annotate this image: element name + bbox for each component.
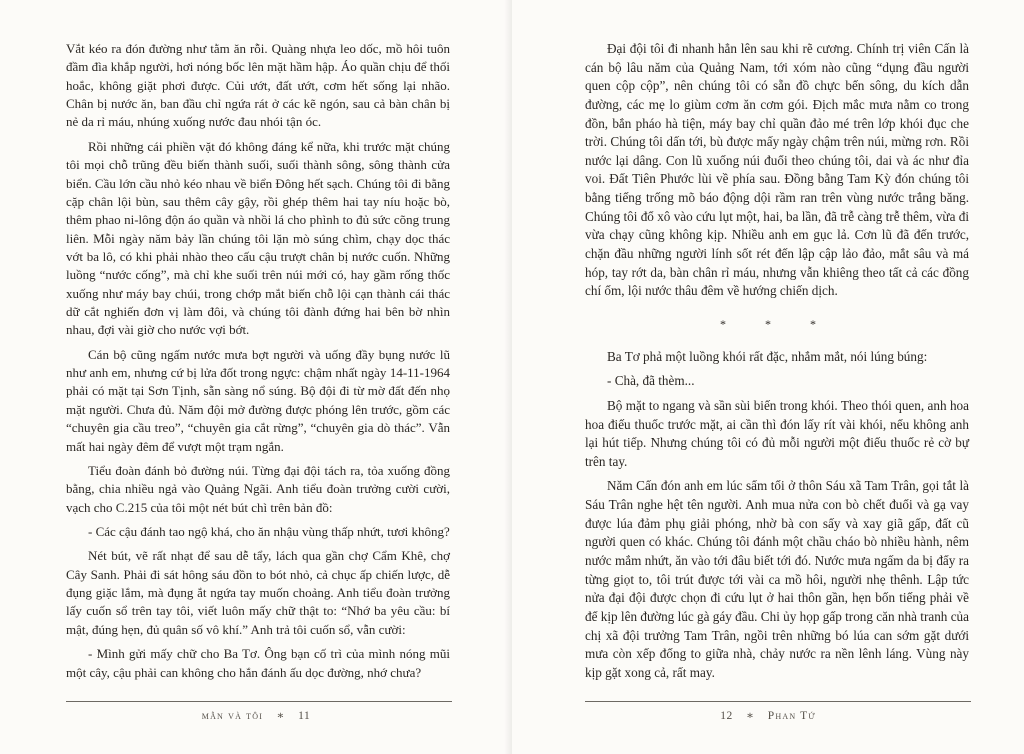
paragraph: Đại đội tôi đi nhanh hẳn lên sau khi rẽ cương. Chính trị viên Cấn là cán bộ lâu năm của Quảng Nam, tới xóm nào cũng “dụng đầu người quen cộp cộp”, nên chúng tôi có sẵn đồ chực bến sông, du kích dẫn đường, các mẹ lo giùm cơm ăn cơm gói. Địch mắc mưa nằm co trong đồn, bắn pháo hà tiện, máy bay chỉ quần đảo mé trên lớp khói đục che trời. Chúng tôi dấn tới, bù được mấy ngày chậm trên núi, mừng rơn. Rồi nước lại dâng. Con lũ xuống núi đuổi theo chúng tôi, dai và ác như đỉa voi. Đất Tiên Phước lùi về phía sau. Đồng bằng Tam Kỳ đón chúng tôi bằng tiếng trống mõ báo động dội rầm ran trên vùng nước trắng băng. Chúng tôi đổ xô vào cứu lụt một, hai, ba lần, đã trễ càng trễ thêm, vừa đi vừa chạy cũng không kịp. Nhiều anh em gục lả. Cơn lũ đã đến trước, chặn đầu những người lính sốt rét đến lập cập lảo đảo, mắt sâu và má hóp, tay rớt da, bàn chân rỉ máu, nhưng vẫn khiêng theo tất cả các đồng chí ốm, lội nước thâu đêm về hướng chiến dịch. (585, 41, 969, 299)
paragraph: Bộ mặt to ngang và sần sùi biến trong khói. Theo thói quen, anh hoa hoa điếu thuốc trước mặt, ai cần thì đón lấy rít vài khói, nếu không anh lại hút tiếp. Nhưng chúng tôi có đủ mỗi người một điếu thuốc rẻ cờ bự trên tay. (585, 397, 969, 469)
running-footer (512, 708, 1024, 722)
right-page-text (585, 40, 969, 689)
page-number: 12 (720, 710, 733, 722)
dialogue-line: - Chà, đã thèm... (607, 373, 695, 389)
right-page (512, 0, 1024, 754)
book-title: mẫn và tôi (201, 710, 264, 722)
paragraph: Năm Cấn đón anh em lúc sẩm tối ở thôn Sáu xã Tam Trân, gọi tắt là Sáu Trân nghe hệt tên người. Anh mua nửa con bò chết đuối và gạ vay được lúa đảm phụ giải phóng, nhờ bà con sấy và xay giã gấp, đất cũ người quen có khác. Chúng tôi đánh một chầu cháo bò nhiều hành, nêm nước mắm nhứt, ăn vào tới đâu biết tới đó. Nước mưa ngấm da bị đẩy ra từng giọt to, tôi trút được tới vài ca mồ hôi, người nhẹ thênh. Lập tức nửa đại đội được chọn đi cứu lụt ở hai thôn gần, hẹn bốn tiếng phải về để kịp lên đường lúc gà gáy đầu. Chi ủy họp gấp trong căn nhà tranh của chị xã đội trưởng Tam Trân, ngồi trên những bó lúa can sớm gặt dưới mưa còn xếp đống to giữa nhà, chảy nước ra nền lênh láng. Vùng này kịp gặt xong cả, rất may. (585, 478, 969, 680)
paragraph: Tiểu đoàn đánh bỏ đường núi. Từng đại đội tách ra, tỏa xuống đồng bằng, chia nhiều ngả vào Quảng Ngãi. Anh tiểu đoàn trưởng cười cười, vạch cho C.215 của tôi một nét bút chì trên bản đồ: (66, 462, 450, 515)
author-name: Phan Tứ (767, 710, 816, 722)
dialogue-line: - Các cậu đánh tao ngộ khá, cho ăn nhậu vùng thấp nhứt, tươi không? (88, 523, 450, 539)
section-separator: * * * (720, 316, 834, 331)
running-footer (0, 708, 512, 722)
paragraph: Vắt kéo ra đón đường như tằm ăn rỗi. Quàng nhựa leo dốc, mồ hôi tuôn đầm đìa khắp người, hơi nóng bốc lên mặt hầm hập. Áo quần chịu để thối hoắc, không giặt phơi được. Củi ướt, đất ướt, cơm hết sống lại nhão. Chân bị nước ăn, ban đầu chỉ ngứa rát ở các kẽ ngón, sau cả bàn chân bị nẻ da rỉ máu, nhúng xuống nước đau nhói tận óc. (66, 41, 450, 130)
page-number: 11 (298, 710, 311, 722)
paragraph: Ba Tơ phả một luồng khói rất đặc, nhắm mắt, nói lúng búng: (607, 348, 928, 364)
footer-separator: ∗ (746, 710, 755, 722)
paragraph: Nét bút, vẽ rất nhạt để sau dễ tẩy, lách qua gần chợ Cẩm Khê, chợ Cây Sanh. Phải đi sát hông sáu đồn to bót nhỏ, cả chục ấp chiến lược, dễ đụng giặc lắm, mà đụng ắt ngứa tay muốn choảng. Anh tiểu đoàn trưởng lấy cuốn sổ trên tay tôi, viết luôn mấy chữ thật to: “Nhớ ba yêu cầu: bí mật, đúng hẹn, đủ quân số vô khí.” Anh trả tôi cuốn sổ, vẫn cười: (66, 548, 450, 637)
left-page-text (66, 40, 450, 688)
footer-separator: ∗ (276, 710, 285, 722)
footer-rule (585, 701, 971, 702)
dialogue-line: - Mình gửi mấy chữ cho Ba Tơ. Ông bạn cố trì của mình nóng mũi một cây, cậu phải can không cho hắn đánh ấu dọc đường, nhớ chưa? (66, 646, 450, 680)
paragraph: Rồi những cái phiền vặt đó không đáng kể nữa, khi trước mặt chúng tôi mọi chỗ trũng đều biến thành suối, suối thành sông, sông thành cửa biển. Cầu lớn cầu nhỏ kéo nhau về biển Đông hết sạch. Chúng tôi đi bằng cặp chân lội bùn, sau thêm cây gậy, rồi ghép thêm hai tay níu hoặc bò, thêm phao ni-lông độn áo quần và nhồi lá cho phình to đủ sức cõng trung liên. Mỗi ngày năm bảy lần chúng tôi lặn mò súng chìm, chạy dọc thác vớt ba lô, có khi phải nhào theo cấu cậu trượt chân bị nước cuốn. Những luồng “nước cống”, mà chỉ khe suối trên núi mới có, hay gầm rống thốc xuống như máy bay chúi, trong chớp mắt biến chỗ lội cạn thành cái thác dữ cắt nghiến đơn vị làm đôi, và chúng tôi đành đứng hai bên bờ nhìn nhau, đợi vài giờ cho nước vợi bớt. (66, 138, 450, 338)
paragraph: Cán bộ cũng ngấm nước mưa bợt người và uống đầy bụng nước lũ như anh em, nhưng cứ bị lửa đốt trong ngực: chậm nhất ngày 14-11-1964 phải có mặt tại Sơn Tịnh, sẵn sàng nổ súng. Bộ đội đi từ mờ đất đến nhọ mặt người. Chưa đủ. Năm đội mở đường được phóng lên trước, gồm các “chuyên gia cầu treo”, “chuyên gia cắt rừng”, “chuyên gia dò thác”. Vẫn mất hai ngày đêm để vượt một trạm ngắn. (66, 346, 450, 454)
footer-rule (66, 701, 452, 702)
